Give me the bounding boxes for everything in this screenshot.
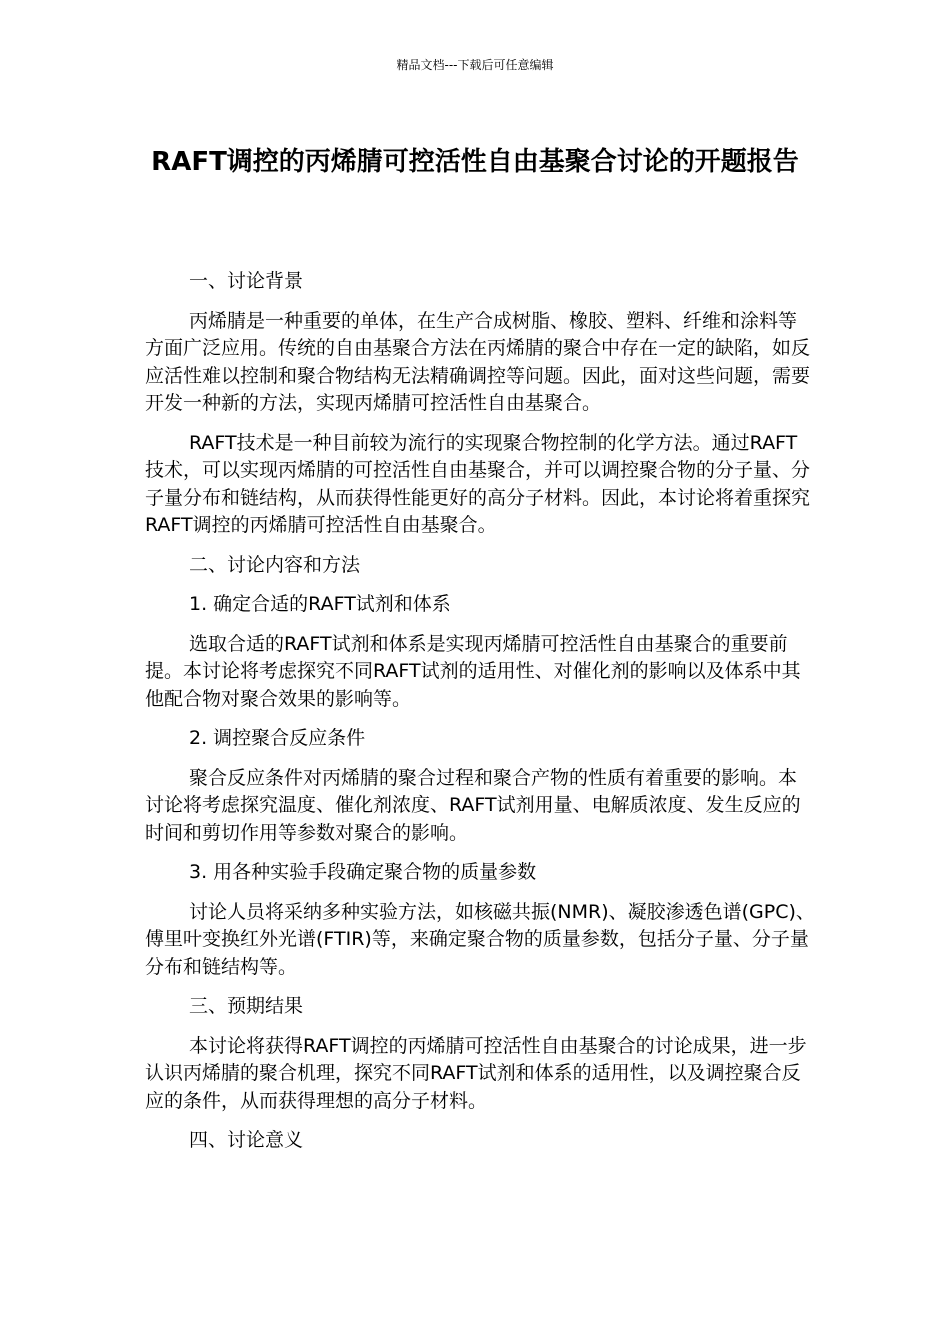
subsection-heading: 2. 调控聚合反应条件 bbox=[189, 727, 366, 749]
paragraph: 选取合适的RAFT试剂和体系是实现丙烯腈可控活性自由基聚合的重要前提。本讨论将考虑探究不同RAFT试剂的适用性、对催化剂的影响以及体系中其他配合物对聚合效果的影响等。 bbox=[145, 632, 801, 710]
section-heading: 四、讨论意义 bbox=[189, 1129, 304, 1151]
document-title: RAFT调控的丙烯腈可控活性自由基聚合讨论的开题报告 bbox=[151, 147, 799, 177]
paragraph: 讨论人员将采纳多种实验方法，如核磁共振(NMR)、凝胶渗透色谱(GPC)、傅里叶变换红外光谱(FTIR)等，来确定聚合物的质量参数，包括分子量、分子量分布和链结构等。 bbox=[145, 900, 815, 978]
paragraph: 聚合反应条件对丙烯腈的聚合过程和聚合产物的性质有着重要的影响。本讨论将考虑探究温度、催化剂浓度、RAFT试剂用量、电解质浓度、发生反应的时间和剪切作用等参数对聚合的影响。 bbox=[145, 766, 801, 844]
section-heading: 三、预期结果 bbox=[189, 995, 304, 1017]
paragraph: RAFT技术是一种目前较为流行的实现聚合物控制的化学方法。通过RAFT技术，可以实现丙烯腈的可控活性自由基聚合，并可以调控聚合物的分子量、分子量分布和链结构，从而获得性能更好的高分子材料。因此，本讨论将着重探究RAFT调控的丙烯腈可控活性自由基聚合。 bbox=[145, 431, 811, 536]
subsection-heading: 3. 用各种实验手段确定聚合物的质量参数 bbox=[189, 861, 537, 883]
page-header: 精品文档---下载后可任意编辑 bbox=[396, 58, 554, 72]
section-heading: 一、讨论背景 bbox=[189, 270, 304, 292]
paragraph: 本讨论将获得RAFT调控的丙烯腈可控活性自由基聚合的讨论成果，进一步认识丙烯腈的聚合机理，探究不同RAFT试剂和体系的适用性，以及调控聚合反应的条件，从而获得理想的高分子材料。 bbox=[145, 1034, 807, 1112]
subsection-heading: 1. 确定合适的RAFT试剂和体系 bbox=[189, 593, 451, 615]
section-heading: 二、讨论内容和方法 bbox=[189, 553, 361, 576]
document-body bbox=[145, 268, 815, 1167]
paragraph: 丙烯腈是一种重要的单体，在生产合成树脂、橡胶、塑料、纤维和涂料等方面广泛应用。传统的自由基聚合方法在丙烯腈的聚合中存在一定的缺陷，如反应活性难以控制和聚合物结构无法精确调控等问题。因此，面对这些问题，需要开发一种新的方法，实现丙烯腈可控活性自由基聚合。 bbox=[145, 309, 811, 414]
